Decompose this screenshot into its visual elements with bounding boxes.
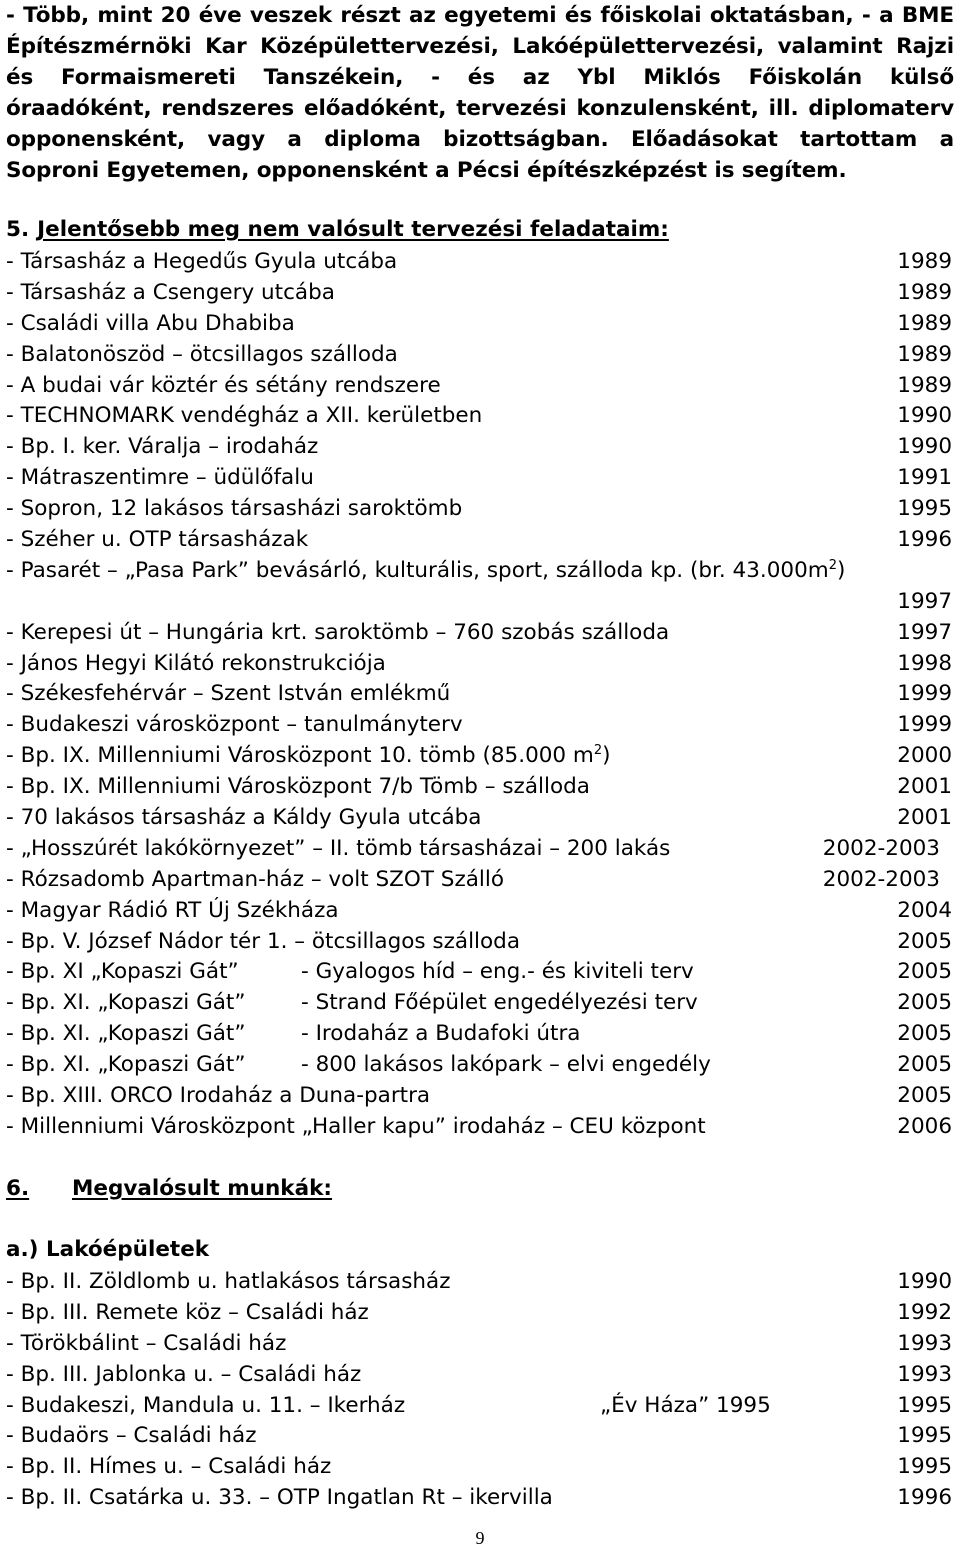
item-text-main: - Budakeszi városközpont – tanulmányterv: [6, 712, 463, 738]
item-year: 2001: [897, 805, 952, 831]
item-text-main: - Rózsadomb Apartman-ház – volt SZOT Szálló: [6, 866, 505, 892]
list-item: [6, 617, 954, 648]
item-year: 1996: [897, 527, 952, 553]
list-item: [6, 246, 954, 277]
item-year: 1991: [897, 465, 952, 491]
item-text-main: - TECHNOMARK vendégház a XII. kerületben: [6, 403, 483, 429]
list-item: [6, 740, 954, 771]
intro-paragraph: [6, 0, 954, 186]
list-item: [6, 802, 954, 833]
item-year: 1995: [897, 1454, 952, 1480]
list-item: [6, 339, 954, 370]
list-item: [6, 1111, 954, 1142]
item-text-main: - Bp. I. ker. Váralja – irodaház: [6, 434, 319, 460]
intro-line: - Több, mint 20 éve veszek részt az egyetemi és főiskolai oktatásban, - a BME: [6, 3, 954, 28]
item-year: 1996: [897, 1485, 952, 1511]
list-item: [6, 431, 954, 462]
item-year: 1989: [897, 341, 952, 367]
item-text-main: - Széher u. OTP társasházak: [6, 527, 309, 553]
list-item: [6, 1451, 954, 1482]
intro-line: Építészmérnöki Kar Középülettervezési, Lakóépülettervezési, valamint Rajzi: [6, 34, 954, 59]
list-item: [6, 1297, 954, 1328]
item-text: [6, 277, 335, 308]
item-text: [6, 339, 398, 370]
item-text-main: - A budai vár köztér és sétány rendszere: [6, 372, 441, 398]
list-item: [6, 400, 954, 431]
section5-title: Jelentősebb meg nem valósult tervezési feladataim:: [37, 217, 669, 242]
section6-heading: [6, 1174, 332, 1204]
item-text: [6, 370, 441, 401]
item-award: „Év Háza” 1995: [600, 1392, 771, 1418]
item-text: [6, 524, 308, 555]
list-item: [6, 895, 954, 926]
section6-subheading: a.) Lakóépületek: [6, 1237, 210, 1262]
item-text-main: - Millenniumi Városközpont „Haller kapu” irodaház – CEU központ: [6, 1113, 706, 1139]
list-item: [6, 1390, 954, 1421]
item-year: 1989: [897, 372, 952, 398]
item-year: 1993: [897, 1361, 952, 1387]
item-text-main: - Bp. III. Remete köz – Családi ház: [6, 1299, 369, 1325]
section6-list: [6, 1266, 954, 1513]
list-item: [6, 864, 954, 895]
section6-number: 6.: [6, 1176, 30, 1201]
section5-number: 5.: [6, 217, 30, 242]
item-text-main: - Bp. II. Zöldlomb u. hatlakásos társasház: [6, 1269, 451, 1294]
item-text: [6, 833, 670, 864]
list-item: [6, 987, 954, 1018]
superscript: 2: [593, 743, 603, 759]
list-item: [6, 1018, 954, 1049]
item-year: 2005: [897, 1083, 952, 1109]
section5-heading: [6, 215, 669, 245]
item-detail: - 800 lakásos lakópark – elvi engedély: [301, 1052, 711, 1078]
list-item: [6, 586, 954, 617]
item-text: [6, 1390, 405, 1421]
list-item: [6, 1482, 954, 1513]
item-year: 2005: [897, 928, 952, 954]
item-text: [6, 1080, 430, 1111]
item-text: [6, 895, 339, 926]
section5-list: [6, 246, 954, 1142]
item-text: [6, 802, 481, 833]
item-year: 1990: [897, 1269, 952, 1294]
item-year: 2000: [897, 743, 952, 769]
section6-title: Megvalósult munkák:: [72, 1176, 332, 1201]
item-year: 1995: [897, 496, 952, 522]
item-year: 2002-2003: [822, 866, 940, 892]
item-text: [6, 864, 504, 895]
list-item: [6, 1080, 954, 1111]
item-text: [6, 771, 590, 802]
item-text-main: - János Hegyi Kilátó rekonstrukciója: [6, 650, 386, 676]
item-detail: - Irodaház a Budafoki útra: [301, 1021, 581, 1047]
item-text-main: - 70 lakásos társasház a Káldy Gyula utcába: [6, 805, 482, 831]
item-year: 2004: [897, 897, 952, 923]
item-text-main: - „Hosszúrét lakókörnyezet” – II. tömb társasházai – 200 lakás: [6, 835, 671, 861]
page-number: 9: [475, 1528, 485, 1548]
item-detail: - Strand Főépület engedélyezési terv: [301, 990, 698, 1016]
item-text: [6, 1328, 286, 1359]
item-text: [6, 1018, 245, 1049]
list-item: [6, 370, 954, 401]
item-text-main: - Társasház a Hegedűs Gyula utcába: [6, 249, 398, 274]
item-text-main: - Bp. II. Hímes u. – Családi ház: [6, 1454, 332, 1480]
item-year: 1992: [897, 1299, 952, 1325]
item-text: [6, 246, 397, 277]
item-text-main: - Bp. XIII. ORCO Irodaház a Duna-partra: [6, 1083, 431, 1109]
item-year: 1989: [897, 249, 952, 274]
item-year: 1989: [897, 279, 952, 305]
item-text-main: - Bp. XI „Kopaszi Gát”: [6, 959, 239, 985]
list-item: [6, 1266, 954, 1297]
list-item: [6, 308, 954, 339]
item-text-main: - Bp. XI. „Kopaszi Gát”: [6, 1052, 246, 1078]
item-text: [6, 987, 245, 1018]
list-item: [6, 277, 954, 308]
intro-line: Soproni Egyetemen, opponensként a Pécsi építészképzést is segítem.: [6, 158, 847, 183]
list-item: [6, 926, 954, 957]
list-item: [6, 678, 954, 709]
list-item: [6, 956, 954, 987]
item-year: 2005: [897, 1021, 952, 1047]
item-text: [6, 493, 462, 524]
item-text: [6, 1111, 706, 1142]
item-year: 1995: [897, 1392, 952, 1418]
item-year: 1995: [897, 1423, 952, 1449]
item-text: [6, 1451, 331, 1482]
list-item: [6, 462, 954, 493]
list-item: [6, 493, 954, 524]
list-item: [6, 771, 954, 802]
item-text-main: - Családi villa Abu Dhabiba: [6, 310, 295, 336]
item-year: 2005: [897, 959, 952, 985]
item-text-tail: ): [602, 743, 611, 769]
item-year: 1999: [897, 712, 952, 738]
item-text-main: - Sopron, 12 lakásos társasházi saroktömb: [6, 496, 463, 522]
item-text: [6, 555, 845, 586]
item-text-main: - Budakeszi, Mandula u. 11. – Ikerház: [6, 1392, 406, 1418]
item-detail: - Gyalogos híd – eng.- és kiviteli terv: [301, 959, 694, 985]
item-year: 2005: [897, 990, 952, 1016]
item-text: [6, 1359, 361, 1390]
list-item: [6, 1359, 954, 1390]
item-year: 2006: [897, 1113, 952, 1139]
list-item: [6, 1328, 954, 1359]
item-year: 1997: [897, 588, 952, 614]
item-text-main: - Kerepesi út – Hungária krt. saroktömb – 760 szobás szálloda: [6, 619, 670, 645]
intro-line: óraadóként, rendszeres előadóként, tervezési konzulensként, ill. diplomaterv: [6, 96, 954, 121]
item-text: [6, 926, 520, 957]
item-text: [6, 709, 463, 740]
superscript: 2: [828, 557, 837, 573]
list-item: [6, 555, 954, 586]
item-text-main: - Budaörs – Családi ház: [6, 1423, 257, 1449]
item-year: 2002-2003: [822, 835, 940, 861]
item-text: [6, 648, 386, 679]
item-text-main: - Balatonöszöd – ötcsillagos szálloda: [6, 341, 398, 367]
item-year: 1990: [897, 434, 952, 460]
item-text-main: - Bp. XI. „Kopaszi Gát”: [6, 1021, 246, 1047]
item-text: [6, 740, 611, 771]
item-text-main: - Magyar Rádió RT Új Székháza: [6, 897, 339, 923]
item-text-tail: ): [837, 557, 846, 583]
item-text-main: - Pasarét – „Pasa Park” bevásárló, kulturális, sport, szálloda kp. (br. 43.000m: [6, 557, 829, 583]
list-item: [6, 648, 954, 679]
item-year: 1997: [897, 619, 952, 645]
item-text: [6, 308, 295, 339]
item-text: [6, 1049, 245, 1080]
item-text: [6, 1482, 553, 1513]
item-text: [6, 678, 450, 709]
item-year: 2005: [897, 1052, 952, 1078]
list-item: [6, 1420, 954, 1451]
item-text-main: - Társasház a Csengery utcába: [6, 279, 335, 305]
item-text: [6, 1266, 451, 1297]
item-text: [6, 1420, 256, 1451]
list-item: [6, 524, 954, 555]
item-year: 1989: [897, 310, 952, 336]
item-year: 1990: [897, 403, 952, 429]
item-year: 1993: [897, 1330, 952, 1356]
list-item: [6, 709, 954, 740]
item-text-main: - Bp. XI. „Kopaszi Gát”: [6, 990, 246, 1016]
item-text-main: - Székesfehérvár – Szent István emlékmű: [6, 681, 451, 707]
item-text-main: - Bp. IX. Millenniumi Városközpont 10. tömb (85.000 m: [6, 743, 594, 769]
item-text-main: - Bp. V. József Nádor tér 1. – ötcsillagos szálloda: [6, 928, 520, 954]
item-text: [6, 400, 482, 431]
intro-line: és Formaismereti Tanszékein, - és az Ybl Miklós Főiskolán külső: [6, 65, 954, 90]
item-year: 1999: [897, 681, 952, 707]
item-text: [6, 956, 239, 987]
item-text-main: - Bp. IX. Millenniumi Városközpont 7/b Tömb – szálloda: [6, 774, 590, 800]
item-text: [6, 1297, 369, 1328]
item-year: 2001: [897, 774, 952, 800]
item-text: [6, 617, 669, 648]
item-text-main: - Bp. III. Jablonka u. – Családi ház: [6, 1361, 362, 1387]
item-year: 1998: [897, 650, 952, 676]
item-text: [6, 462, 314, 493]
intro-line: opponensként, vagy a diploma bizottságban. Előadásokat tartottam a: [6, 127, 954, 152]
list-item: [6, 833, 954, 864]
item-text: [6, 431, 318, 462]
list-item: [6, 1049, 954, 1080]
item-text-main: - Törökbálint – Családi ház: [6, 1330, 287, 1356]
item-text-main: - Mátraszentimre – üdülőfalu: [6, 465, 314, 491]
item-text-main: - Bp. II. Csatárka u. 33. – OTP Ingatlan Rt – ikervilla: [6, 1485, 553, 1511]
